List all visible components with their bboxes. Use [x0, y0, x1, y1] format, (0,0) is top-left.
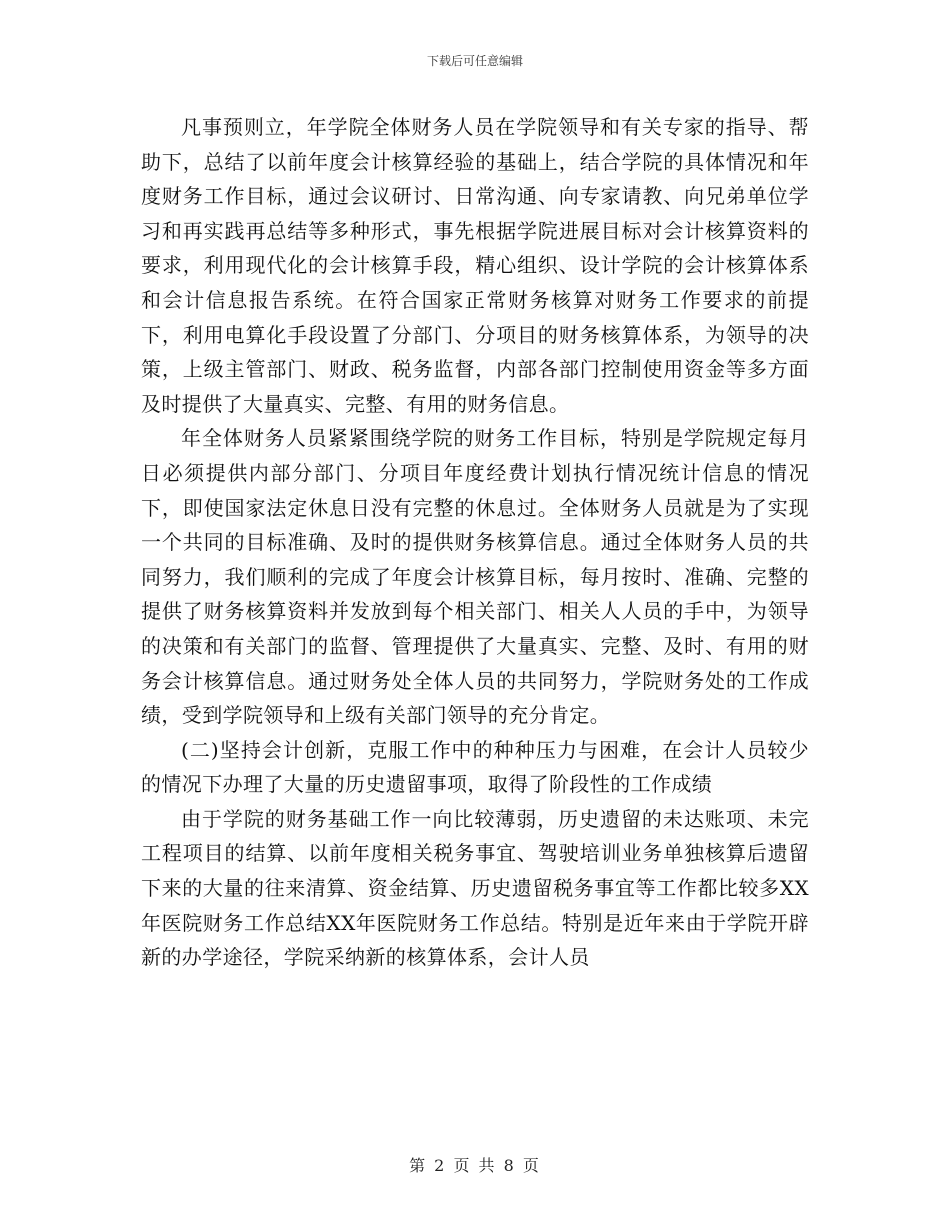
paragraph-1: 凡事预则立，年学院全体财务人员在学院领导和有关专家的指导、帮助下，总结了以前年度会计核算经验的基础上，结合学院的具体情况和年度财务工作目标，通过会议研讨、日常沟通、向专家请教、向兄弟单位学习和再实践再总结等多种形式，事先根据学院进展目标对会计核算资料的要求，利用现代化的会计核算手段，精心组织、设计学院的会计核算体系和会计信息报告系统。在符合国家正常财务核算对财务工作要求的前提下，利用电算化手段设置了分部门、分项目的财务核算体系，为领导的决策，上级主管部门、财政、税务监督，内部各部门控制使用资金等多方面及时提供了大量真实、完整、有用的财务信息。: [141, 115, 809, 416]
paragraph-3: (二)坚持会计创新，克服工作中的种种压力与困难，在会计人员较少的情况下办理了大量的历史遗留事项，取得了阶段性的工作成绩: [141, 737, 809, 797]
page-number: 第 2 页 共 8 页: [409, 1156, 541, 1175]
paragraph-2: 年全体财务人员紧紧围绕学院的财务工作目标，特别是学院规定每月日必须提供内部分部门、分项目年度经费计划执行情况统计信息的情况下，即使国家法定休息日没有完整的休息过。全体财务人员就是为了实现一个共同的目标准确、及时的提供财务核算信息。通过全体财务人员的共同努力，我们顺利的完成了年度会计核算目标，每月按时、准确、完整的提供了财务核算资料并发放到每个相关部门、相关人人员的手中，为领导的决策和有关部门的监督、管理提供了大量真实、完整、及时、有用的财务会计核算信息。通过财务处全体人员的共同努力，学院财务处的工作成绩，受到学院领导和上级有关部门领导的充分肯定。: [141, 426, 809, 728]
page-header: 下载后可任意编辑: [426, 54, 523, 68]
document-body: [141, 110, 809, 975]
paragraph-4: 由于学院的财务基础工作一向比较薄弱，历史遗留的未达账项、未完工程项目的结算、以前年度相关税务事宜、驾驶培训业务单独核算后遗留下来的大量的往来清算、资金结算、历史遗留税务事宜等工作都比较多XX年医院财务工作总结XX年医院财务工作总结。特别是近年来由于学院开辟新的办学途径，学院采纳新的核算体系，会计人员: [141, 806, 809, 970]
